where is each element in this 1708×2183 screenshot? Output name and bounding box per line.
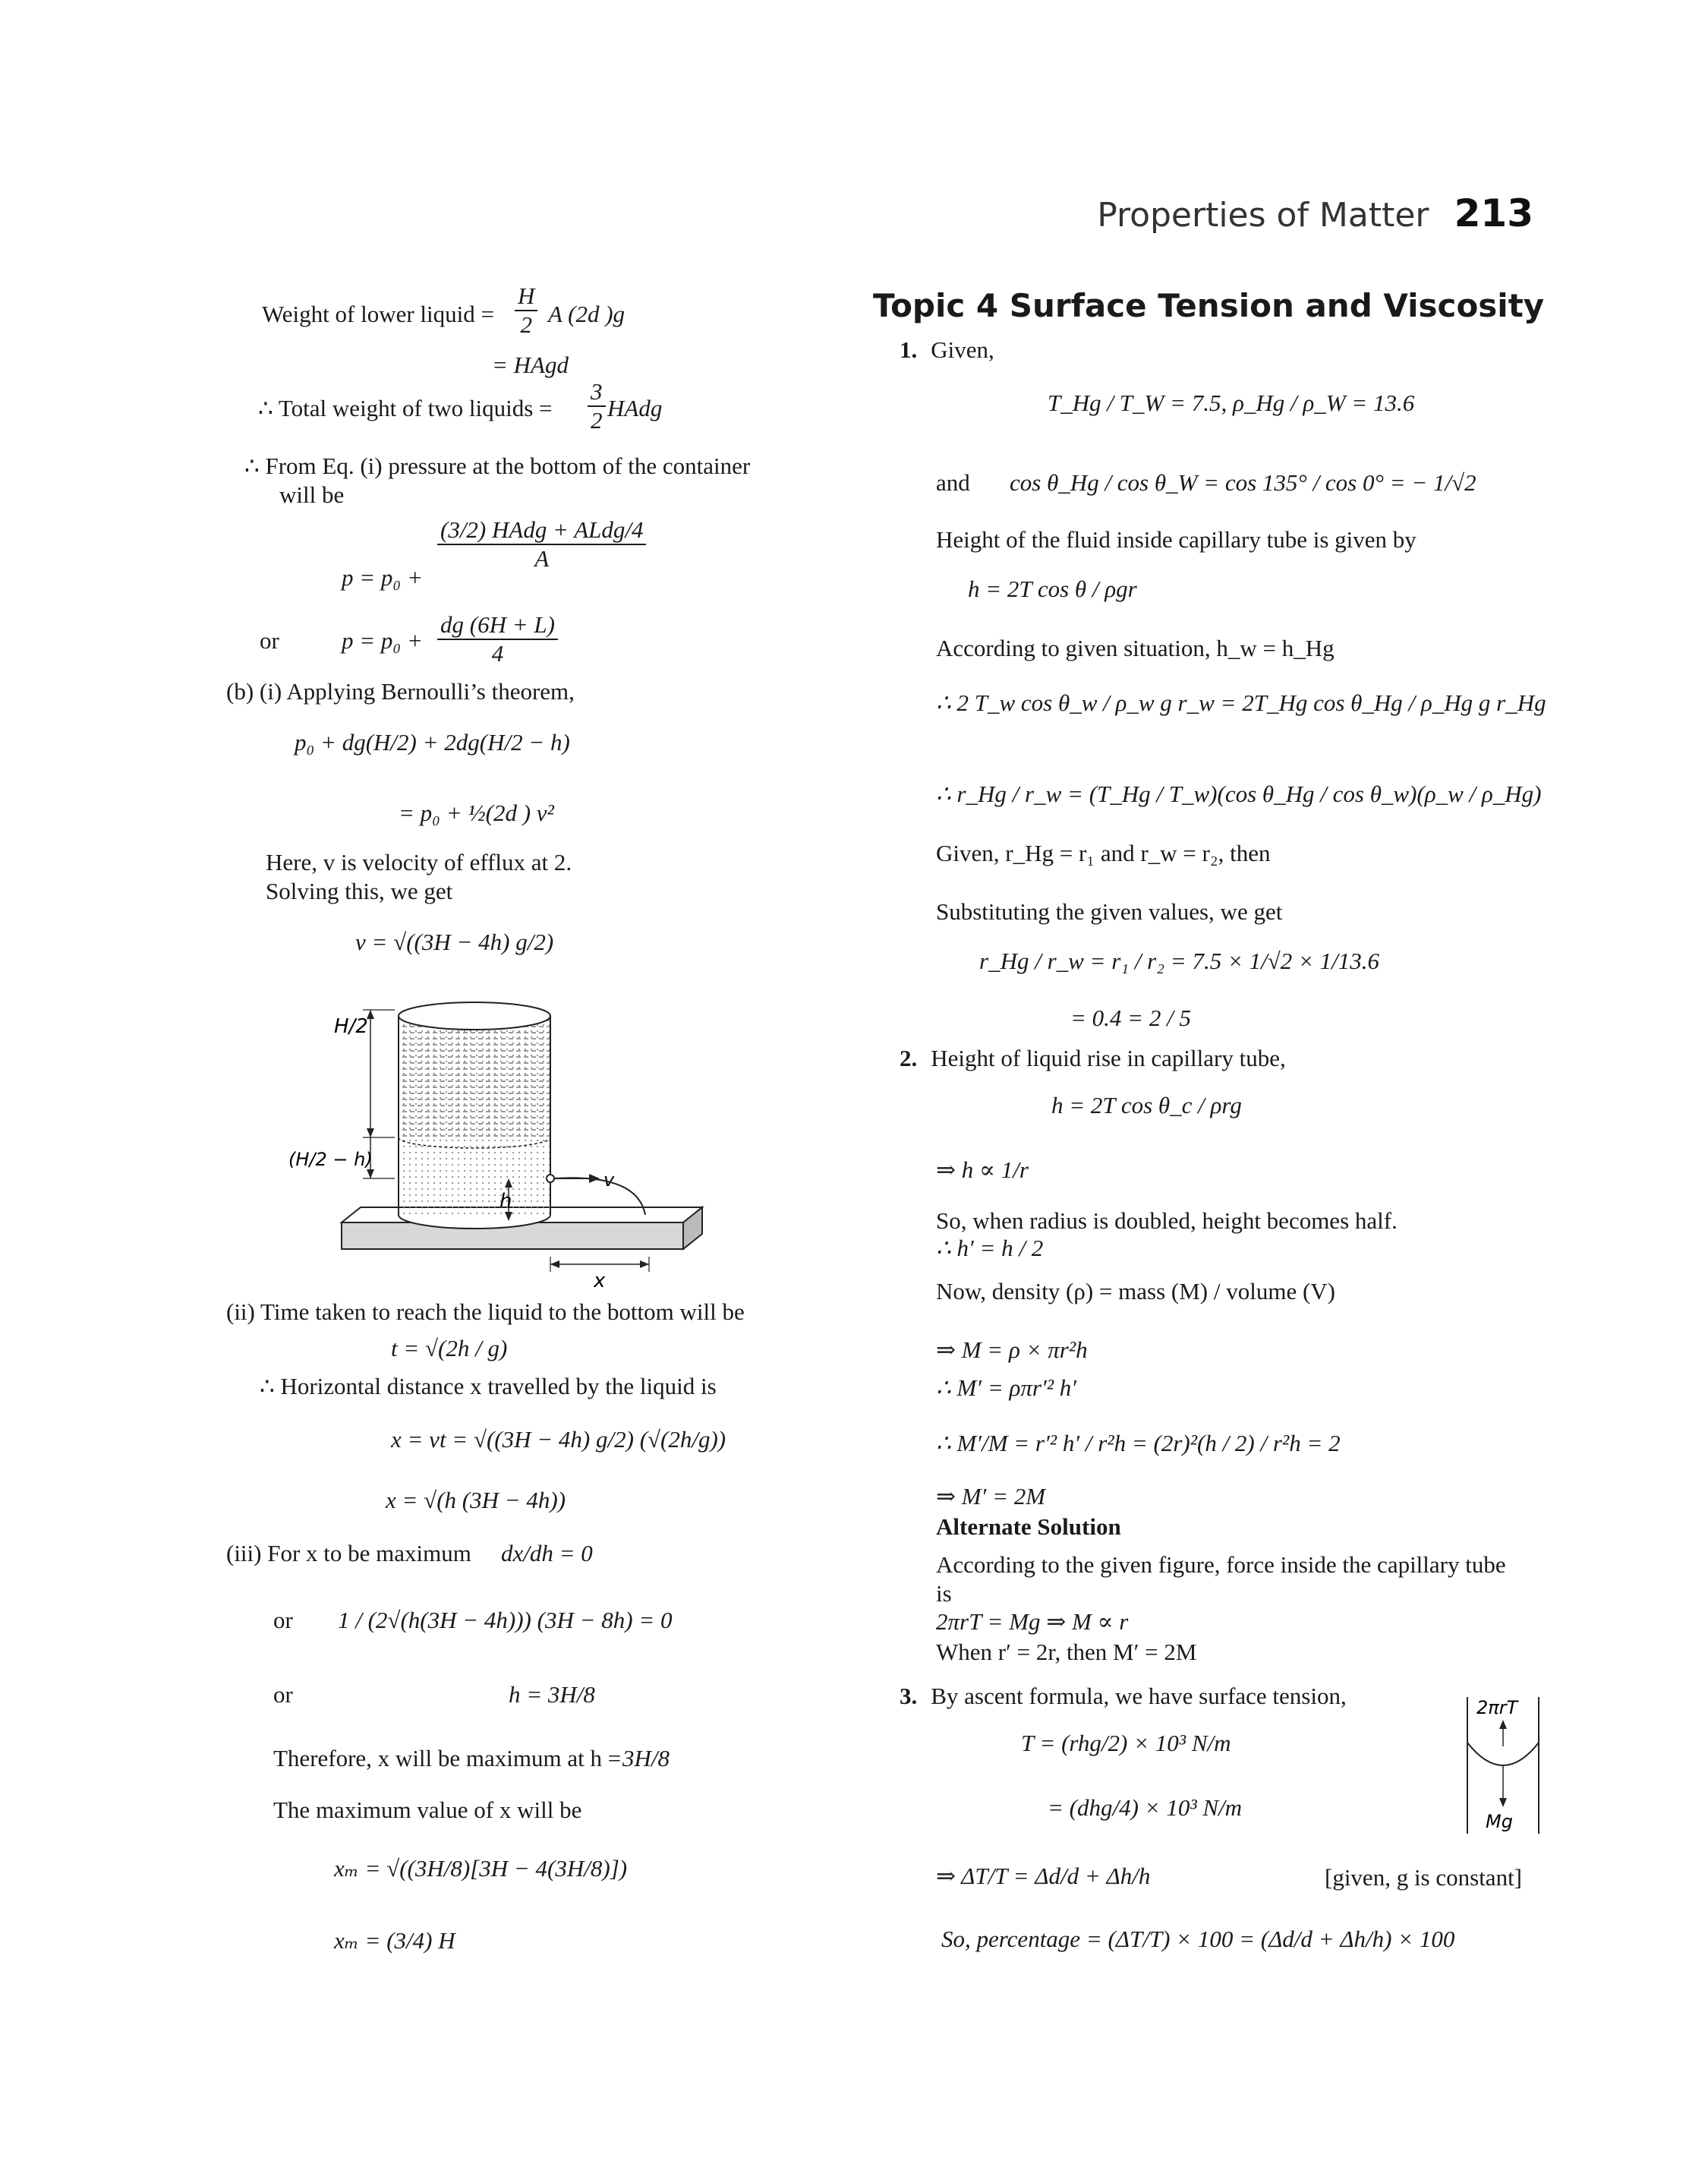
total-weight-eq: HAdg: [607, 395, 663, 421]
frac-num: H: [515, 282, 537, 311]
p-eq2-frac: [433, 611, 563, 667]
q2-so: So, when radius is doubled, height becomes half.: [936, 1207, 1398, 1234]
frac-num: (3/2) HAdg + ALdg/4: [437, 516, 646, 545]
q1-eq2: cos θ_Hg / cos θ_W = cos 135° / cos 0° = − 1/√2: [1010, 469, 1476, 496]
frac-den: 2: [591, 406, 603, 434]
here-v: Here, v is velocity of efflux at 2.: [266, 849, 572, 875]
page-number: 213: [1454, 191, 1533, 235]
q1-eq5: r_Hg / r_w = r₁ / r₂ = 7.5 × 1/√2 × 1/13.6: [979, 948, 1380, 974]
or-3: or: [273, 1681, 293, 1708]
weight-lower-eq: A (2d )g: [548, 301, 626, 327]
q2-eq2: ⇒ h ∝ 1/r: [936, 1156, 1029, 1183]
solving: Solving this, we get: [266, 878, 453, 904]
frac-num: dg (6H + L): [437, 611, 558, 640]
q1-h-eq: h = 2T cos θ / ρgr: [968, 576, 1137, 602]
or-1: or: [260, 627, 279, 654]
or3-eq: h = 3H/8: [509, 1681, 595, 1708]
or-2: or: [273, 1607, 293, 1633]
weight-lower-label: Weight of lower liquid =: [262, 301, 494, 327]
q3-eq3: ⇒ ΔT/T = Δd/d + Δh/h: [936, 1863, 1151, 1889]
p-eq1-lhs: p = p₀ +: [342, 564, 423, 591]
bernoulli-eq1: p₀ + dg(H/2) + 2dg(H/2 − h): [295, 729, 570, 756]
alt-line3: 2πrT = Mg ⇒ M ∝ r: [936, 1608, 1129, 1635]
label-2pirt: 2πrT: [1476, 1697, 1518, 1718]
q2-eq3: ∴ h′ = h / 2: [936, 1235, 1044, 1261]
q1-height: Height of the fluid inside capillary tube is given by: [936, 526, 1417, 553]
v-eq: v = √((3H − 4h) g/2): [355, 929, 554, 955]
bernoulli-heading: (b) (i) Applying Bernoulli’s theorem,: [226, 678, 575, 705]
frac-den: 4: [491, 639, 504, 667]
q2-density: Now, density (ρ) = mass (M) / volume (V): [936, 1278, 1336, 1304]
t-eq: t = √(2h / g): [391, 1335, 508, 1361]
p-eq1-frac: [433, 516, 651, 572]
or2-eq: 1 / (2√(h(3H − 4h))) (3H − 8h) = 0: [338, 1607, 673, 1633]
q1-given2: Given, r_Hg = r₁ and r_w = r₂, then: [936, 840, 1271, 866]
q2-line: [900, 1046, 1286, 1070]
label-mg: Mg: [1486, 1811, 1513, 1832]
q2-eq4: ⇒ M = ρ × πr²h: [936, 1336, 1088, 1363]
label-h2-minus-h: (H/2 − h): [288, 1149, 373, 1170]
frac-den: A: [534, 544, 550, 572]
tank-figure: [281, 987, 706, 1302]
weight-lower-eq2: = HAgd: [492, 352, 569, 378]
upper-liquid: [399, 1016, 550, 1137]
q2-eq6: ∴ M′/M = r′² h′ / r²h = (2r)²(h / 2) / r²h = 2: [936, 1430, 1341, 1456]
alt-line2: is: [936, 1580, 952, 1607]
total-weight-frac: [583, 378, 610, 434]
q1-according: According to given situation, h_w = h_Hg: [936, 635, 1335, 661]
xm-eq2: xₘ = (3/4) H: [334, 1927, 455, 1954]
label-v: v: [603, 1169, 615, 1191]
therefore-eq: 3H/8: [622, 1745, 670, 1771]
max-value: The maximum value of x will be: [273, 1797, 582, 1823]
label-h-over-2: H/2: [334, 1015, 368, 1038]
q1-eq6: = 0.4 = 2 / 5: [1070, 1005, 1191, 1031]
q1-eq1: T_Hg / T_W = 7.5, ρ_Hg / ρ_W = 13.6: [1048, 390, 1415, 416]
therefore: Therefore, x will be maximum at h =: [273, 1745, 622, 1771]
q2-text: Height of liquid rise in capillary tube,: [931, 1045, 1286, 1071]
cylinder-top: [399, 1002, 550, 1030]
q1-eq4: ∴ r_Hg / r_w = (T_Hg / T_w)(cos θ_Hg / cos θ_w)(ρ_w / ρ_Hg): [936, 781, 1542, 807]
q3-number: 3.: [900, 1683, 918, 1709]
xm-eq1: xₘ = √((3H/8)[3H − 4(3H/8)]): [334, 1855, 628, 1882]
alt-heading: Alternate Solution: [936, 1513, 1121, 1540]
part-ii: (ii) Time taken to reach the liquid to the bottom will be: [226, 1298, 745, 1325]
total-weight-label: ∴ Total weight of two liquids =: [258, 395, 553, 421]
q3-eq4: So, percentage = (ΔT/T) × 100 = (Δd/d + Δh/h) × 100: [941, 1926, 1455, 1952]
q2-eq5: ∴ M′ = ρπr′² h′: [936, 1374, 1077, 1401]
p-eq2-lhs: p = p₀ +: [342, 627, 423, 654]
x-eq1: x = vt = √((3H − 4h) g/2) (√(2h/g)): [391, 1426, 726, 1453]
q3-eq1: T = (rhg/2) × 10³ N/m: [1021, 1730, 1231, 1756]
q3-eq2: = (dhg/4) × 10³ N/m: [1048, 1794, 1243, 1821]
q1-and: and: [936, 469, 970, 496]
frac-num: 3: [588, 378, 606, 407]
weight-lower-frac: [510, 282, 542, 338]
q1-number: 1.: [900, 336, 918, 363]
capillary-figure: [1461, 1689, 1545, 1845]
from-eq-line1: ∴ From Eq. (i) pressure at the bottom of the container: [244, 453, 751, 479]
q3-note: [given, g is constant]: [1325, 1864, 1523, 1891]
part-iii: (iii) For x to be maximum: [226, 1540, 471, 1566]
q2-eq1: h = 2T cos θ_c / ρrg: [1051, 1092, 1242, 1118]
page-header: [1097, 191, 1533, 235]
q2-eq7: ⇒ M′ = 2M: [936, 1483, 1046, 1509]
topic-heading: Topic 4 Surface Tension and Viscosity: [873, 287, 1545, 324]
label-h: h: [499, 1190, 512, 1213]
q3-line: [900, 1684, 1347, 1708]
q3-text: By ascent formula, we have surface tension,: [931, 1683, 1347, 1709]
label-x: x: [594, 1270, 606, 1292]
x-eq2: x = √(h (3H − 4h)): [386, 1487, 566, 1513]
frac-den: 2: [520, 311, 532, 338]
horizontal-distance: ∴ Horizontal distance x travelled by the liquid is: [260, 1373, 717, 1399]
q2-number: 2.: [900, 1045, 918, 1071]
q1-eq3: ∴ 2 T_w cos θ_w / ρ_w g r_w = 2T_Hg cos θ_Hg / ρ_Hg g r_Hg: [936, 689, 1546, 716]
from-eq-line2: will be: [279, 481, 345, 508]
q1-subst: Substituting the given values, we get: [936, 898, 1283, 925]
bernoulli-eq2: = p₀ + ½(2d ) v²: [399, 800, 554, 826]
q1-given: Given,: [931, 336, 994, 363]
iii-eq: dx/dh = 0: [501, 1540, 593, 1566]
alt-line4: When r′ = 2r, then M′ = 2M: [936, 1639, 1197, 1665]
chapter-title: Properties of Matter: [1097, 196, 1429, 235]
q1-line: [900, 338, 994, 361]
alt-line1: According to the given figure, force inside the capillary tube: [936, 1551, 1506, 1578]
